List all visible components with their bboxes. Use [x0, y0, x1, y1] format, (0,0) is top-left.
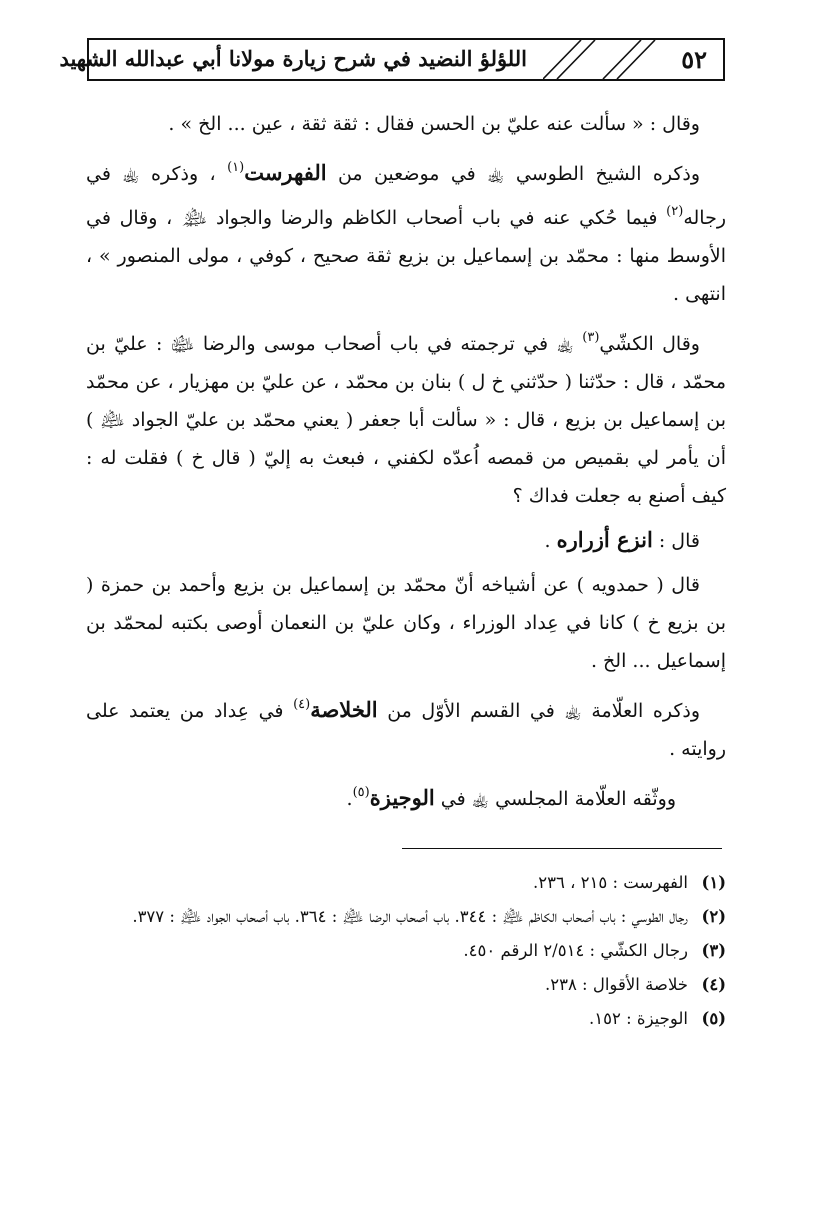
- footnote-text: الوجيزة : ١٥٢.: [589, 1009, 688, 1028]
- footnote-2: [86, 900, 726, 934]
- footnote-1: [86, 866, 726, 900]
- footnote-5: [86, 1002, 726, 1036]
- p7-text-a: ووثّقه العلّامة المجلسي ﵀ في: [434, 788, 676, 810]
- p2-text-a: وذكره الشيخ الطوسي ﵀ في موضعين من: [326, 163, 701, 185]
- footnote-ref-4[interactable]: (٤): [293, 697, 311, 712]
- book-ref-wajiza: الوجيزة: [369, 785, 435, 810]
- p2-text-b: ، وذكره ﵀ في رجاله: [86, 163, 726, 229]
- p4-text-b: .: [544, 530, 557, 552]
- footnote-text: رجال الكشّي : ٢/٥١٤ الرقم ٤٥٠.: [463, 941, 688, 960]
- p5-text: قال ( حمدويه ) عن أشياخه أنّ محمّد بن إسماعيل بن بزيع وأحمد بن حمزة ( بن بزيع خ ) كانا في عِداد الوزراء ، وكان عليّ بن النعمان أوصى بكتبه لمحمّد بن إسماعيل ... الخ .: [86, 574, 726, 672]
- p7-text-b: .: [346, 788, 353, 810]
- footnote-separator: [402, 848, 722, 849]
- paragraph-4: [86, 521, 726, 560]
- footnote-ref-2[interactable]: (٢): [666, 204, 684, 219]
- book-ref-fihrist: الفهرست: [244, 160, 327, 185]
- main-text: [86, 105, 726, 818]
- p6-text-a: وذكره العلّامة ﵀ في القسم الأوّل من: [377, 700, 700, 722]
- paragraph-1: [86, 105, 726, 143]
- footnote-4: [86, 968, 726, 1002]
- footnote-number: (١): [701, 873, 726, 892]
- footnote-number: (٤): [701, 975, 726, 994]
- paragraph-2: [86, 149, 726, 313]
- paragraph-5: [86, 566, 726, 680]
- p3-text-a: وقال الكشّي: [599, 333, 700, 355]
- p3-text-b: ﵀ في ترجمته في باب أصحاب موسى والرضا ﵉ : عليّ بن محمّد ، قال : حدّثنا ( حدّثني خ ل ) بنان بن محمّد ، عن عليّ بن مهزيار ، عن محمّد بن إسماعيل بن بزيع ، قال : « سألت أبا جعفر ( يعني محمّد بن عليّ الجواد ﵇ ) أن يأمر لي بقميص من قمصه اُعدّه لكفني ، فبعث به إليّ ( قال خ ) فقلت له : كيف أصنع به جعلت فداك ؟: [86, 333, 726, 507]
- footnote-ref-1[interactable]: (١): [227, 160, 245, 175]
- page-number: ٥٢: [681, 45, 707, 74]
- book-ref-khulasa: الخلاصة: [310, 697, 378, 722]
- paragraph-6: [86, 686, 726, 768]
- footnote-ref-5[interactable]: (٥): [352, 785, 370, 800]
- footnote-number: (٣): [701, 941, 726, 960]
- footnote-number: (٢): [701, 907, 726, 926]
- p4-text-a: قال :: [652, 530, 700, 552]
- footnotes: [86, 866, 726, 1036]
- paragraph-7: [86, 774, 726, 818]
- footnote-text: خلاصة الأقوال : ٢٣٨.: [544, 975, 688, 994]
- p1-text: وقال : « سألت عنه عليّ بن الحسن فقال : ثقة ثقة ، عين ... الخ » .: [168, 113, 700, 135]
- p6-text-b: في عِداد من يعتمد على روايته .: [86, 700, 726, 760]
- running-header: [59, 38, 725, 81]
- footnote-text: رجال الطوسي : باب أصحاب الكاظم ﵇ : ٣٤٤. باب أصحاب الرضا ﵇ : ٣٦٤. باب أصحاب الجواد ﵇ : ٣٧٧.: [132, 907, 688, 926]
- quote-unfasten-buttons: انزع أزراره: [556, 527, 653, 552]
- footnote-3: [86, 934, 726, 968]
- footnote-number: (٥): [701, 1009, 726, 1028]
- paragraph-3: [86, 319, 726, 515]
- footnote-ref-3[interactable]: (٣): [582, 330, 600, 345]
- header-slash-ornament: [543, 40, 663, 79]
- footnote-text: الفهرست : ٢١٥ ، ٢٣٦.: [532, 873, 688, 892]
- p2-text-c: فيما حُكي عنه في باب أصحاب الكاظم والرضا والجواد ﵈ ، وقال في الأوسط منها : محمّد بن إسماعيل بن بزيع ثقة صحيح ، كوفي ، مولى المنصور » ، انتهى .: [86, 207, 726, 305]
- book-title: اللؤلؤ النضيد في شرح زيارة مولانا أبي عبدالله الشهيد: [59, 46, 527, 71]
